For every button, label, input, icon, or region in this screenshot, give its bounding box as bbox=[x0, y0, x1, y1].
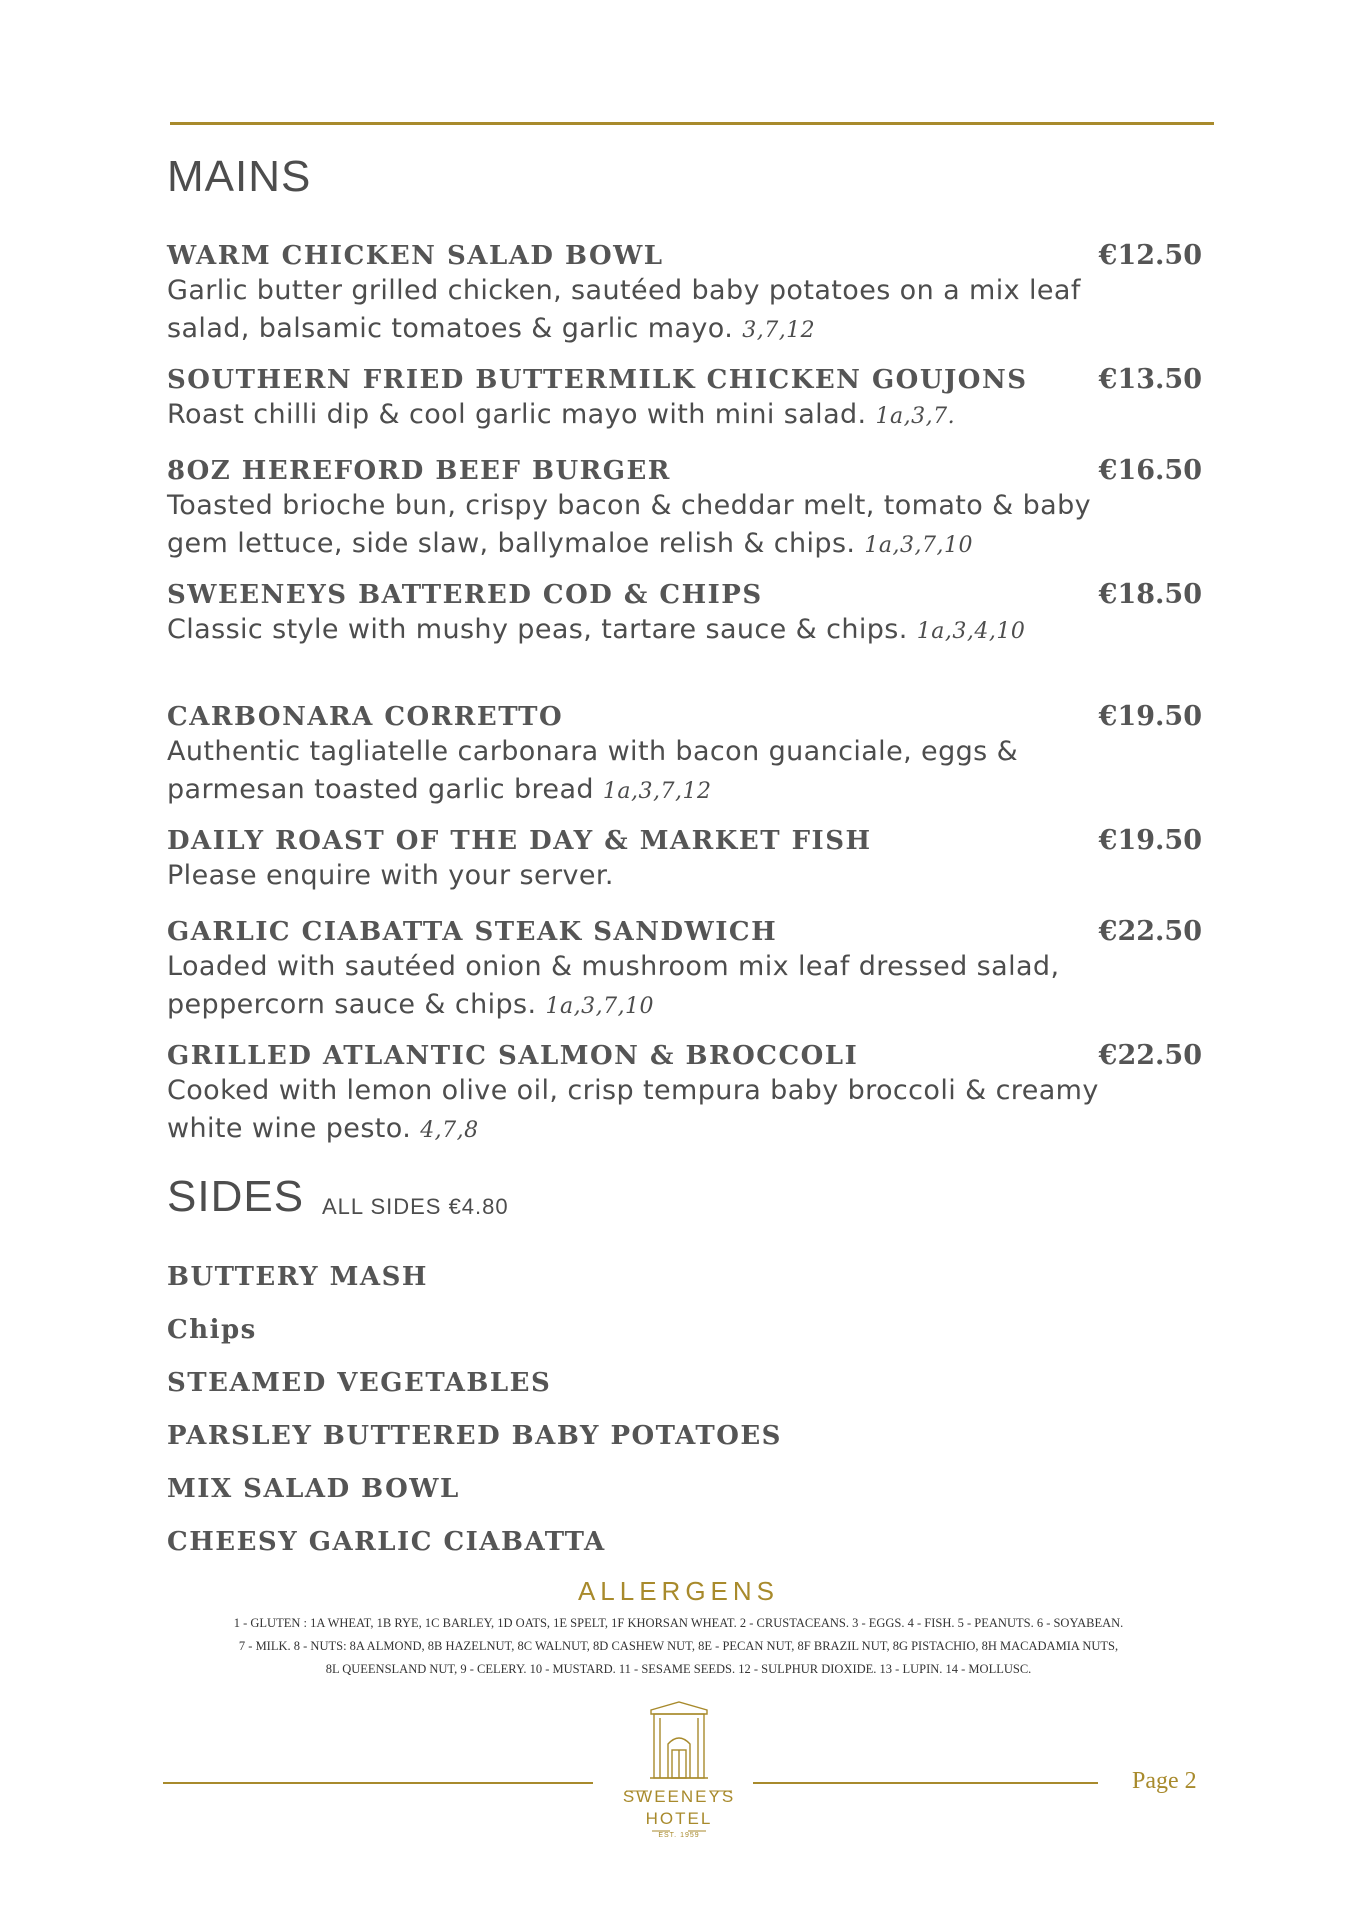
menu-item-desc-text: Authentic tagliatelle carbonara with bacon guanciale, eggs & parmesan toasted garlic bread bbox=[167, 736, 1019, 805]
menu-item-price: €16.50 bbox=[1098, 455, 1202, 486]
menu-item-price: €18.50 bbox=[1098, 579, 1202, 610]
menu-item-name: DAILY ROAST OF THE DAY & MARKET FISH bbox=[167, 826, 872, 856]
menu-item-description bbox=[167, 272, 1127, 350]
allergens-legend bbox=[190, 1612, 1167, 1681]
logo-established: EST. 1959 bbox=[658, 1832, 700, 1839]
sides-heading: SIDES bbox=[167, 1172, 305, 1221]
mains-heading: MAINS bbox=[167, 152, 312, 201]
menu-item-name: CARBONARA CORRETTO bbox=[167, 702, 564, 732]
menu-item-name: SOUTHERN FRIED BUTTERMILK CHICKEN GOUJONS bbox=[167, 365, 1028, 395]
page-number: Page 2 bbox=[1132, 1768, 1197, 1794]
menu-item-description bbox=[167, 611, 1127, 651]
sides-price-note: ALL SIDES €4.80 bbox=[322, 1194, 509, 1219]
menu-item bbox=[167, 364, 1202, 436]
side-item: CHEESY GARLIC CIABATTA bbox=[167, 1527, 606, 1557]
menu-item-price: €19.50 bbox=[1098, 701, 1202, 732]
menu-item-name: GARLIC CIABATTA STEAK SANDWICH bbox=[167, 917, 778, 947]
menu-item-allergens: 3,7,12 bbox=[742, 318, 816, 343]
menu-item bbox=[167, 579, 1202, 651]
logo-line1: SWEENEYS bbox=[622, 1787, 736, 1806]
menu-item-desc-text: Garlic butter grilled chicken, sautéed baby potatoes on a mix leaf salad, balsamic tomatoes & garlic mayo. bbox=[167, 275, 1081, 344]
logo-wordmark bbox=[604, 1786, 754, 1830]
menu-item bbox=[167, 240, 1202, 350]
menu-item-price: €12.50 bbox=[1098, 240, 1202, 271]
menu-item-allergens: 1a,3,4,10 bbox=[916, 619, 1026, 644]
menu-item-price: €19.50 bbox=[1098, 825, 1202, 856]
menu-item-desc-text: Toasted brioche bun, crispy bacon & cheddar melt, tomato & baby gem lettuce, side slaw, ballymaloe relish & chips. bbox=[167, 490, 1092, 559]
side-item: Chips bbox=[167, 1315, 257, 1345]
menu-item bbox=[167, 916, 1202, 1026]
menu-item-name: 8OZ HEREFORD BEEF BURGER bbox=[167, 456, 671, 486]
menu-item-price: €22.50 bbox=[1098, 1040, 1202, 1071]
menu-item-description bbox=[167, 1072, 1127, 1150]
menu-item-allergens: 1a,3,7. bbox=[875, 404, 956, 429]
menu-item bbox=[167, 1040, 1202, 1150]
menu-item-description bbox=[167, 396, 1127, 436]
menu-item-allergens: 1a,3,7,10 bbox=[864, 533, 973, 558]
side-item: BUTTERY MASH bbox=[167, 1262, 428, 1292]
footer-divider-right bbox=[753, 1782, 1098, 1784]
menu-item-name: GRILLED ATLANTIC SALMON & BROCCOLI bbox=[167, 1041, 859, 1071]
menu-item-name: WARM CHICKEN SALAD BOWL bbox=[167, 241, 664, 271]
logo-line2: HOTEL bbox=[645, 1809, 713, 1828]
menu-item-description bbox=[167, 948, 1127, 1026]
menu-item-desc-text: Cooked with lemon olive oil, crisp tempura baby broccoli & creamy white wine pesto. bbox=[167, 1075, 1099, 1144]
menu-item-description bbox=[167, 487, 1127, 565]
menu-item bbox=[167, 701, 1202, 811]
top-divider bbox=[170, 122, 1214, 125]
allergens-line: 8L QUEENSLAND NUT, 9 - CELERY. 10 - MUSTARD. 11 - SESAME SEEDS. 12 - SULPHUR DIOXIDE. 13 - LUPIN. 14 - MOLLUSC. bbox=[325, 1662, 1032, 1676]
allergens-line: 1 - GLUTEN : 1A WHEAT, 1B RYE, 1C BARLEY, 1D OATS, 1E SPELT, 1F KHORSAN WHEAT. 2 - CRUSTACEANS. 3 - EGGS. 4 - FISH. 5 - PEANUTS. 6 - SOYABEAN. bbox=[233, 1616, 1124, 1630]
menu-item bbox=[167, 455, 1202, 565]
menu-item-allergens: 1a,3,7,12 bbox=[602, 779, 712, 804]
allergens-heading: ALLERGENS bbox=[577, 1576, 780, 1606]
menu-item-name: SWEENEYS BATTERED COD & CHIPS bbox=[167, 580, 763, 610]
side-item: MIX SALAD BOWL bbox=[167, 1474, 460, 1504]
side-item: STEAMED VEGETABLES bbox=[167, 1368, 552, 1398]
menu-item-desc-text: Roast chilli dip & cool garlic mayo with mini salad. bbox=[167, 399, 867, 430]
side-item: PARSLEY BUTTERED BABY POTATOES bbox=[167, 1421, 782, 1451]
menu-item-desc-text: Classic style with mushy peas, tartare sauce & chips. bbox=[167, 614, 908, 645]
menu-item-price: €22.50 bbox=[1098, 916, 1202, 947]
menu-item bbox=[167, 825, 1202, 897]
menu-item-description bbox=[167, 857, 1127, 897]
menu-item-price: €13.50 bbox=[1098, 364, 1202, 395]
menu-item-desc-text: Please enquire with your server. bbox=[167, 860, 614, 891]
menu-item-allergens: 4,7,8 bbox=[420, 1118, 479, 1143]
menu-item-allergens: 1a,3,7,10 bbox=[545, 994, 655, 1019]
allergens-line: 7 - MILK. 8 - NUTS: 8A ALMOND, 8B HAZELNUT, 8C WALNUT, 8D CASHEW NUT, 8E - PECAN NUT, 8F BRAZIL NUT, 8G PISTACHIO, 8H MACADAMIA NUTS, bbox=[238, 1639, 1119, 1653]
menu-item-description bbox=[167, 733, 1127, 811]
menu-item-desc-text: Loaded with sautéed onion & mushroom mix leaf dressed salad, peppercorn sauce & chips. bbox=[167, 951, 1060, 1020]
footer-divider-left bbox=[163, 1782, 593, 1784]
